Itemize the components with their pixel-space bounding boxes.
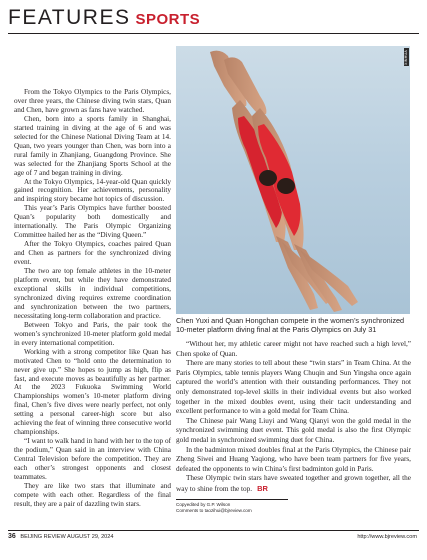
paragraph: “Without her, my athletic career might not have reached such a high level,” Chen spoke of Quan. xyxy=(176,340,411,358)
section-title: FEATURES xyxy=(8,6,131,29)
diver-front-head xyxy=(277,178,295,194)
paragraph: They are like two stars that illuminate and compete with each other. Regardless of the final result, they are a pair of dazzling twin stars. xyxy=(14,481,171,508)
editor-note xyxy=(176,502,252,514)
left-article-column xyxy=(14,88,171,509)
section-subtitle: SPORTS xyxy=(135,11,201,28)
header-divider xyxy=(8,33,419,34)
photo-credit: XINHUA xyxy=(404,50,408,66)
paragraph: The Chinese pair Wang Liuyi and Wang Qianyi won the gold medal in the synchronized swimming duet event. This gold medal is also the first Olympic gold medal in synchronized swimming duet for China. xyxy=(176,416,411,444)
paragraph: From the Tokyo Olympics to the Paris Olympics, over three years, the Chinese diving twin stars, Quan and Chen, have grown as fans have watched. xyxy=(14,88,171,114)
section-header xyxy=(8,6,200,32)
paragraph: Chen, born into a sports family in Shanghai, started training in diving at the age of 6 and was selected for the Chinese National Diving Team at 14. Quan, two years younger than Chen, was born into a rural family in Zhanjiang, Guangdong Province. She was selected for the Zhanjiang Sports School at the age of 7 and began training in diving. xyxy=(14,114,171,177)
copyedited-line: Copyedited by G.P. Wilson xyxy=(176,502,231,507)
paragraph: This year’s Paris Olympics have further boosted Quan’s popularity both domestically and internationally. The Paris Olympic Organizing Committee hailed her as the “Diving Queen.” xyxy=(14,204,171,240)
paragraph: The two are top female athletes in the 10-meter platform event, but while they have demonstrated exceptional skills in individual competitions, synchronized diving requires extreme coordination and synchronization between the two partners, necessitating long-term collaboration and practice. xyxy=(14,267,171,320)
footer-url[interactable]: http://www.bjreview.com xyxy=(357,534,417,540)
divers-illustration xyxy=(176,46,410,314)
paragraph-final xyxy=(176,474,411,494)
paragraph: After the Tokyo Olympics, coaches paired Quan and Chen as partners for the synchronized diving event. xyxy=(14,240,171,267)
divers-photo xyxy=(176,46,410,314)
comments-line[interactable]: Comments to taozihui@bjreview.com xyxy=(176,508,252,514)
diver-back-head xyxy=(259,170,277,186)
photo-caption: Chen Yuxi and Quan Hongchan compete in the women’s synchronized 10-meter platform diving final at the Paris Olympics on July 31 xyxy=(176,316,405,334)
paragraph: At the Tokyo Olympics, 14-year-old Quan quickly gained recognition. Her achievements, personality and inspiring story became hot topics of discussion. xyxy=(14,177,171,204)
paragraph: “I want to walk hand in hand with her to the top of the podium,” Quan said in an interview with China Central Television before the competition. They are each other’s strongest opponents and closest teammates. xyxy=(14,437,171,481)
publication-line: BEIJING REVIEW AUGUST 29, 2024 xyxy=(20,534,114,540)
right-article-column xyxy=(176,340,411,495)
paragraph: Working with a strong competitor like Quan has motivated Chen to “hold onto the determination to never give up.” She hopes to jump as high, flip as fast, and execute moves as beautifully as her partner. At the 2023 Fukuoka Swimming World Championships women’s 10-meter platform diving final, Chen’s five dives were nearly perfect, not only setting a personal career-high score but also achieving the feat of winning three consecutive world championships. xyxy=(14,347,171,437)
footer-left xyxy=(8,533,114,540)
end-mark: BR xyxy=(257,483,268,493)
editor-divider xyxy=(176,499,288,500)
paragraph: There are many stories to tell about these “twin stars” in Team China. At the Paris Olympics, table tennis players Wang Chuqin and Sun Yingsha once again captured the world’s attention with their outstanding performances. They not only demonstrated top-level skills in their individual events but also worked together in the mixed doubles event, using their tacit understanding and excellent performance to win a gold medal for Team China. xyxy=(176,359,411,416)
paragraph: Between Tokyo and Paris, the pair took the women’s synchronized 10-meter platform gold medal in every international competition. xyxy=(14,320,171,347)
paragraph-text: These Olympic twin stars have sweated together and grown together, all the way to shine from the top. xyxy=(176,474,411,493)
page-number: 36 xyxy=(8,533,16,540)
paragraph: In the badminton mixed doubles final at the Paris Olympics, the Chinese pair Zheng Siwei and Huang Yaqiong, who have been team partners for five years, defeated the opponents to win China’s first badminton gold in Paris. xyxy=(176,445,411,473)
footer-divider xyxy=(8,530,419,531)
